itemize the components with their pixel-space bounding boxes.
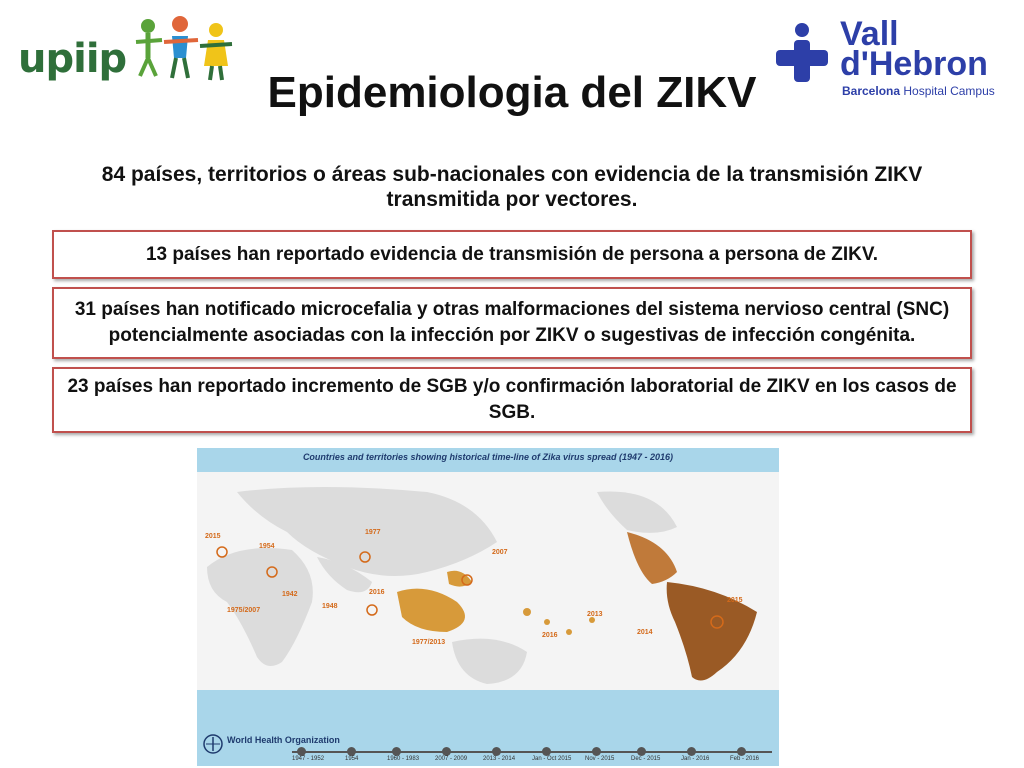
timeline-period: Feb - 2016 xyxy=(730,756,760,762)
timeline-dot xyxy=(687,747,696,756)
timeline-dot xyxy=(592,747,601,756)
who-emblem-icon xyxy=(203,734,223,754)
year-label: 1975/2007 xyxy=(227,607,261,614)
timeline-period: 2013 - 2014 xyxy=(483,756,516,762)
year-label: 2016 xyxy=(542,632,558,639)
year-label: 1977 xyxy=(365,529,381,536)
timeline-dot xyxy=(347,747,356,756)
year-label: 2013 xyxy=(587,611,603,618)
map-header-title: Countries and territories showing historical time-line of Zika virus spread (1947 - 2016) xyxy=(302,452,674,462)
year-label: 2014 xyxy=(637,629,653,636)
logo-tagline-rest: Hospital Campus xyxy=(903,84,995,98)
timeline-dot xyxy=(542,747,551,756)
info-box-microcephaly: 31 países han notificado microcefalia y otras malformaciones del sistema nervioso central (SNC) potencialmente asociadas con la infección por ZIKV o sugestivas de infección congénita. xyxy=(52,287,972,359)
year-label: 1942 xyxy=(282,591,298,598)
year-label: 2015 xyxy=(205,533,221,540)
logo-tagline-bold: Barcelona xyxy=(842,84,901,98)
timeline-period: Dec - 2015 xyxy=(631,756,661,762)
logo-line-2: d'Hebron xyxy=(840,45,988,83)
who-label: World Health Organization xyxy=(227,735,340,745)
timeline-dot xyxy=(297,747,306,756)
year-label: 1954 xyxy=(259,543,275,550)
year-label: 2007 xyxy=(492,549,508,556)
timeline-period: 1954 xyxy=(345,756,359,762)
info-box-sgb: 23 países han reportado incremento de SGB y/o confirmación laboratorial de ZIKV en los casos de SGB. xyxy=(52,367,972,433)
timeline-axis xyxy=(292,751,772,753)
timeline-period: 1947 - 1952 xyxy=(292,756,325,762)
slide-title: Epidemiologia del ZIKV xyxy=(267,68,757,117)
timeline-period: 2007 - 2009 xyxy=(435,756,468,762)
world-map-graphic xyxy=(197,472,779,690)
map-header xyxy=(197,448,779,472)
timeline-dot xyxy=(637,747,646,756)
timeline-dot xyxy=(392,747,401,756)
upiip-logo-text: upiip xyxy=(18,36,127,82)
logo-line-1: Vall xyxy=(840,15,899,53)
slide-subtitle: 84 países, territorios o áreas sub-nacionales con evidencia de la transmisión ZIKV transmitida por vectores. xyxy=(101,163,923,211)
timeline-dot xyxy=(442,747,451,756)
timeline-period: Jan - Oct 2015 xyxy=(532,756,572,762)
year-label: 2015 xyxy=(727,597,743,604)
timeline-period: Nov - 2015 xyxy=(585,756,615,762)
year-label: 2016 xyxy=(369,589,385,596)
year-label: 1948 xyxy=(322,603,338,610)
timeline-strip xyxy=(197,690,779,766)
zika-spread-map xyxy=(197,448,779,766)
timeline-dot xyxy=(492,747,501,756)
timeline-period: 1960 - 1983 xyxy=(387,756,420,762)
timeline-dot xyxy=(737,747,746,756)
info-box-person-transmission: 13 países han reportado evidencia de transmisión de persona a persona de ZIKV. xyxy=(52,230,972,279)
year-label: 1977/2013 xyxy=(412,639,446,646)
timeline-period: Jan - 2016 xyxy=(681,756,710,762)
